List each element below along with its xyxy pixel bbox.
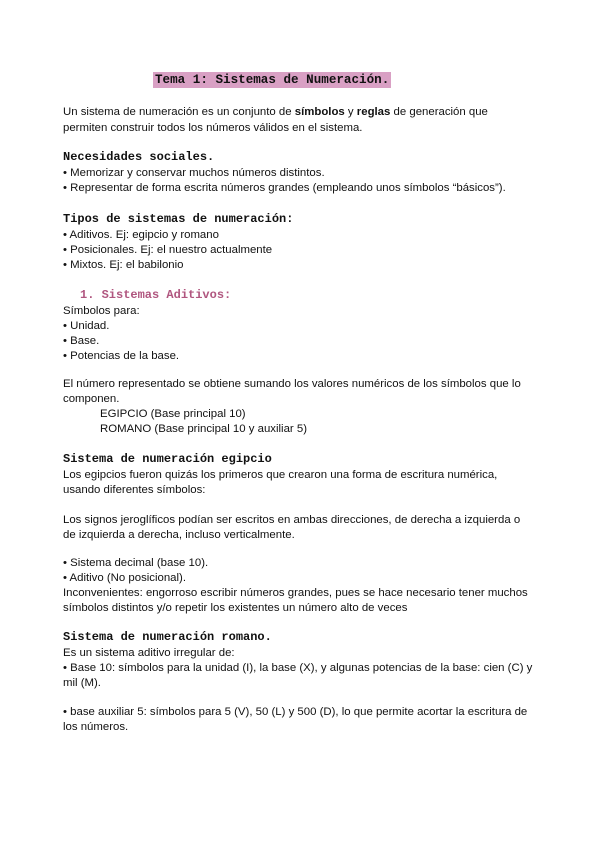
list-item: • Unidad. [63, 320, 110, 332]
list-item: • Aditivos. Ej: egipcio y romano [63, 229, 219, 241]
intro-text: Un sistema de numeración es un conjunto de [63, 106, 295, 118]
intro-text: de generación que [390, 106, 488, 118]
aditivos-text-1: El número representado se obtiene sumando los valores numéricos de los símbolos que lo [63, 378, 521, 390]
romano-line: los números. [63, 721, 129, 733]
list-item: • Mixtos. Ej: el babilonio [63, 259, 184, 271]
aditivos-lead: Símbolos para: [63, 305, 140, 317]
list-item: • Memorizar y conservar muchos números distintos. [63, 167, 325, 179]
romano-line: • base auxiliar 5: símbolos para 5 (V), 50 (L) y 500 (D), lo que permite acortar la escritura de [63, 706, 528, 718]
egipcio-line: de izquierda a derecha, incluso verticalmente. [63, 529, 295, 541]
page-title: Tema 1: Sistemas de Numeración. [155, 73, 390, 87]
intro-line-1 [63, 105, 488, 120]
aditivos-romano: ROMANO (Base principal 10 y auxiliar 5) [100, 423, 308, 435]
list-item: • Sistema decimal (base 10). [63, 557, 209, 569]
heading-romano: Sistema de numeración romano. [63, 630, 272, 644]
list-item: • Base. [63, 335, 100, 347]
list-item: • Representar de forma escrita números grandes (empleando unos símbolos “básicos”). [63, 182, 506, 194]
heading-tipos: Tipos de sistemas de numeración: [63, 212, 294, 226]
egipcio-line: usando diferentes símbolos: [63, 484, 206, 496]
heading-sistemas-aditivos: 1. Sistemas Aditivos: [80, 288, 232, 302]
aditivos-egipcio: EGIPCIO (Base principal 10) [100, 408, 246, 420]
egipcio-line: Los signos jeroglíficos podían ser escritos en ambas direcciones, de derecha a izquierda o [63, 514, 521, 526]
heading-egipcio: Sistema de numeración egipcio [63, 452, 272, 466]
romano-line: • Base 10: símbolos para la unidad (I), la base (X), y algunas potencias de la base: cien (C) y [63, 662, 533, 674]
egipcio-line: símbolos distintos y/o repetir los existentes un número alto de veces [63, 602, 408, 614]
intro-text: y [344, 106, 357, 118]
list-item: • Aditivo (No posicional). [63, 572, 187, 584]
egipcio-line: Los egipcios fueron quizás los primeros que crearon una forma de escritura numérica, [63, 469, 498, 481]
aditivos-text-2: componen. [63, 393, 120, 405]
list-item: • Potencias de la base. [63, 350, 180, 362]
romano-line: mil (M). [63, 677, 101, 689]
heading-necesidades: Necesidades sociales. [63, 150, 215, 164]
romano-line: Es un sistema aditivo irregular de: [63, 647, 235, 659]
egipcio-line: Inconvenientes: engorroso escribir números grandes, pues se hace necesario tener muchos [63, 587, 528, 599]
intro-bold-reglas: reglas [356, 106, 391, 118]
intro-bold-simbolos: símbolos [294, 106, 345, 118]
intro-line-2: permiten construir todos los números válidos en el sistema. [63, 122, 363, 134]
list-item: • Posicionales. Ej: el nuestro actualmente [63, 244, 273, 256]
